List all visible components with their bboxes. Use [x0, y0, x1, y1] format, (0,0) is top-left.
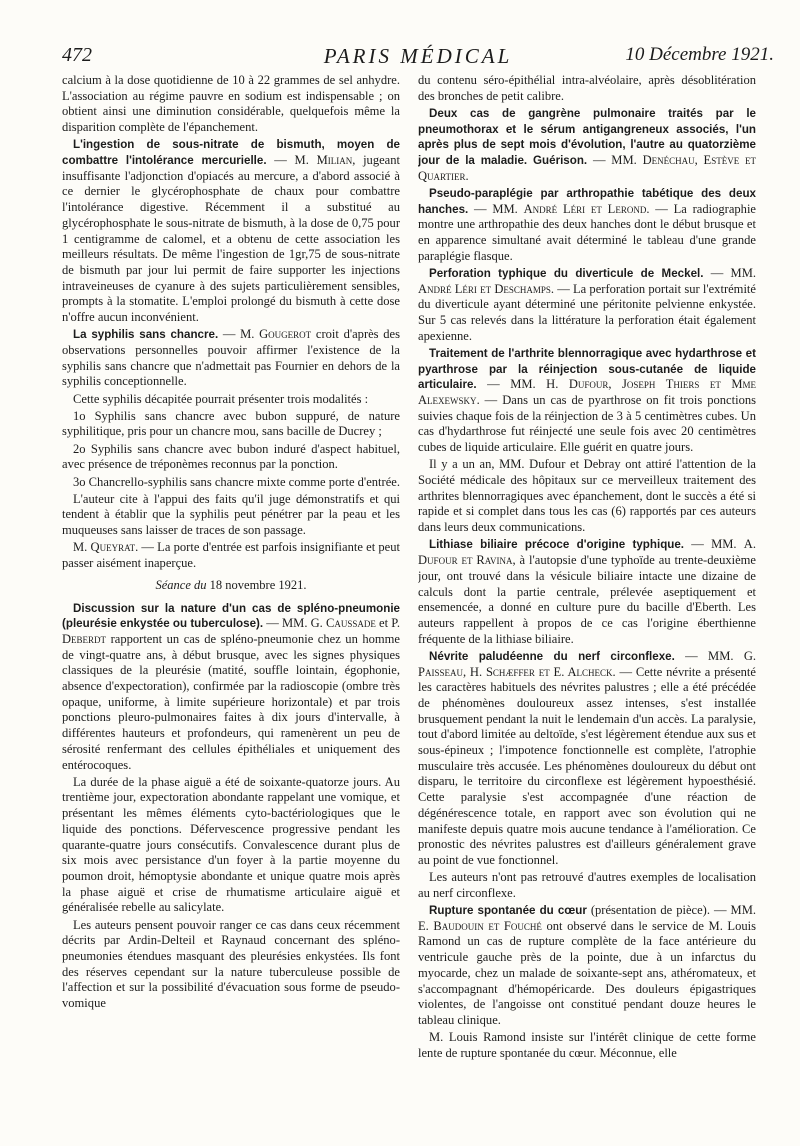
abstract-text: . — La porte d'entrée est parfois insignifiante et peut passer aisément inaperçue. [62, 540, 400, 571]
paragraph: La durée de la phase aiguë a été de soixante-quatorze jours. Au trentième jour, expectoration abondante rappelant une vomique, et présentant les mêmes éléments cyto-bactériologiques que le liquide des ponctions. Défervescence progressive pendant les quarante-quatre jours consécutifs. Convalescence durant plus de six mois avec persistance d'un foyer à la partie moyenne du poumon droit, hémoptysie abondante et unique quatre mois après la phase aiguë et crise de rhumatisme articulaire aiguë et généralisée rebelle au salicylate. [62, 774, 400, 915]
paragraph: L'auteur cite à l'appui des faits qu'il juge démonstratifs et qui tendent à établir que la syphilis peut pénétrer par la peau et les muqueuses sans laisser de traces de son passage. [62, 491, 400, 538]
abstract-title: La syphilis sans chancre. [73, 328, 219, 342]
author-name: Milian [316, 153, 353, 168]
abstract-lithiase: Lithiase biliaire précoce d'origine typhique. — MM. A. Dufour et Ravina, à l'autopsie d'une typhoïde au trente-deuxième jour, ont trouvé dans la vésicule biliaire intacte une dizaine de calculs dont la partie centrale, prélevée aseptiquement et ensemencée, a donné en culture pure du bacille d'Eberth. Les auteurs rappellent à propos de ce cas l'origine éberthienne fréquente de la lithiase biliaire. [418, 537, 756, 646]
abstract-text: croit d'après des observations personnelles pouvoir affirmer l'existence de la syphilis sans chancre que n'admettait pas Fournier en dehors de la syphilis conceptionnelle. [62, 327, 400, 389]
abstract-rupture-coeur: Rupture spontanée du cœur (présentation de pièce). — MM. E. Baudouin et Fouché ont observé dans le service de M. Louis Ramond un cas de rupture complète de la face antérieure du ventricule gauche près de la pointe, due à un infarctus du myocarde, chez un malade de soixante-sept ans, athéromateux, et s'accompagnant d'hémopéricarde. Des douleurs épigastriques violentes, de l'angoisse ont constitué pendant douze heures le tableau clinique. [418, 903, 756, 1027]
list-item: 2o Syphilis sans chancre avec bubon induré d'aspect habituel, avec présence de tréponèmes reconnus par la ponction. [62, 441, 400, 472]
author-name: P. Deberdt [62, 616, 400, 646]
abstract-text: , jugeant insuffisante l'adjonction d'opiacés au mercure, a d'abord associé à ce dernier le glycérophosphate de chaux pour combattre l'intolérance digestive. Récemment il a substitué au glycérophosphate le sous-nitrate de bismuth, à la dose de 0,75 pour 1 centigramme de calomel, et a obtenu de cette association les meilleurs résultats. De même l'ingestion de 1gr,75 de sous-nitrate de bismuth par jour lui permit de faire supporter les injections intraveineuses de cyanure à des sujets particulièrement sensibles, prompts à la stomatite. L'emploi prolongé du bismuth à cette dose n'offre aucun inconvénient. [62, 153, 400, 325]
abstract-title: Lithiase biliaire précoce d'origine typhique. [429, 538, 685, 552]
paragraph: Il y a un an, MM. Dufour et Debray ont attiré l'attention de la Société médicale des hôpitaux sur ce merveilleux traitement des arthrites blennorragiques avec épanchement, dont le succès a été si rapide et si complet dans tous les cas (6) rapportés par ces auteurs dans leurs deux communications. [418, 457, 756, 535]
page-number: 472 [62, 44, 92, 66]
abstract-meckel: Perforation typhique du diverticule de Meckel. — MM. André Léri et Deschamps. — La perforation portait sur l'extrémité du diverticule ayant déterminé une péritonite pelvienne enkystée. Sur 5 cas relevés dans la littérature la perforation était également apexienne. [418, 265, 756, 343]
abstract-paraplegie: Pseudo-paraplégie par arthropathie tabétique des deux hanches. — MM. André Léri et Lerond. — La radiographie montre une arthropathie des deux hanches dont le début brusque et en apparence simultané avait déterminé le tableau d'une grande paraplégie flasque. [418, 186, 756, 263]
author-name: André Léri et Lerond [523, 201, 647, 216]
author-name: Queyrat [90, 540, 136, 555]
abstract-nevrite: Névrite paludéenne du nerf circonflexe. — MM. G. Paisseau, H. Schæffer et E. Alcheck. — Cette névrite a présenté les caractères habituels des névrites palustres ; elle a été précédée de phénomènes douloureux assez intenses, s'est installée brusquement pendant la nuit le lendemain d'un accès. La paralysie, tout d'abord limitée au deltoïde, s'est légèrement étendue aux sus et sous-épineux ; l'impotence fonctionnelle est complète, l'atrophie musculaire très accusée. Les phénomènes douloureux du début ont disparu, le territoire du circonflexe est légèrement hypoesthésié. Cette paralysie s'est accompagnée d'une réaction de dégénérescence totale, en rapport avec son évolution qui ne manifeste depuis quatre mois aucune tendance à l'amélioration. Ce pronostic des névrites palustres est d'ailleurs généralement grave au point de vue fonctionnel. [418, 648, 756, 867]
abstract-title: Perforation typhique du diverticule de Meckel. [429, 266, 704, 280]
abstract-queyrat: M. Queyrat. — La porte d'entrée est parfois insignifiante et peut passer aisément inaperçue. [62, 540, 400, 571]
paragraph: Cette syphilis décapitée pourrait présenter trois modalités : [73, 391, 369, 406]
abstract-title: L'ingestion de sous-nitrate de bismuth, moyen de combattre l'intolérance mercurielle. [62, 138, 400, 168]
abstract-title: Traitement de l'arthrite blennorragique avec hydarthrose et pyarthrose par la réinjection sous-cutanée de liquide articulaire. [418, 346, 756, 392]
abstract-text: . — La perforation portait sur l'extrémité du diverticule ayant déterminé une péritonite pelvienne enkystée. Sur 5 cas relevés dans la littérature la perforation était également apexienne. [418, 281, 756, 343]
session-heading: Séance du 18 novembre 1921. [155, 577, 307, 592]
page-header [62, 44, 774, 72]
author-name: Gougerot [259, 327, 312, 342]
author-name: G. Paisseau, H. Schæffer et E. Alcheck [418, 648, 756, 679]
abstract-spleno-pneumonie: Discussion sur la nature d'un cas de spléno-pneumonie (pleurésie enkystée ou tuberculose). — MM. G. Caussade et P. Deberdt rapportent un cas de spléno-pneumonie chez un homme de vingt-quatre ans, à début brusque, avec les signes physiques classiques de la pleurésie (matité, souffle lointain, égophonie, absence d'expectoration), confirmée par la radioscopie (ombre très opaque, uniforme, à limite supérieure horizontale) et par trois ponctions pleuro-pulmonaires faites à dix jours d'intervalle, à différentes hauteurs et profondeurs, qui ramenèrent un peu de sérosité renfermant des cellules épithéliales et uniquement des entérocoques. [62, 601, 400, 772]
abstract-text: ont observé dans le service de M. Louis Ramond un cas de rupture complète de la face antérieure du ventricule gauche près de la pointe, due à un infarctus du myocarde, chez un malade de soixante-sept ans, athéromateux, et s'accompagnant d'hémopéricarde. Des douleurs épigastriques violentes, de l'angoisse ont constitué pendant douze heures le tableau clinique. [418, 918, 756, 1027]
abstract-text: . — Dans un cas de pyarthrose on fit trois ponctions suivies chaque fois de la réinjection de 3 à 5 centimètres cubes. Un cas d'hydarthrose fut réinjecté une seule fois avec 20 centimètres cubes de liquide articulaire. Elle guérit en quatre jours. [418, 393, 756, 455]
abstract-title: Névrite paludéenne du nerf circonflexe. [429, 649, 675, 663]
abstract-text: , à l'autopsie d'une typhoïde au trente-deuxième jour, ont trouvé dans la vésicule biliaire intacte une dizaine de calculs dont la partie centrale, prélevée aseptiquement et ensemencée, a donné en culture pure du bacille d'Eberth. Les auteurs rappellent à propos de ce cas l'origine éberthienne fréquente de la lithiase biliaire. [418, 553, 756, 646]
paragraph: Les auteurs pensent pouvoir ranger ce cas dans ceux récemment décrits par Ardin-Delteil et Raynaud concernant des spléno-pneumonies étendues masquant des pleurésies enkystées. Ils font des réserves cependant sur la nature tuberculeuse possible de l'affection et sur la possibilité d'évacuation sous forme de pseudo-vomique [62, 917, 400, 1011]
journal-title: PARIS MÉDICAL [323, 44, 513, 68]
abstract-text: rapportent un cas de spléno-pneumonie chez un homme de vingt-quatre ans, à début brusque, avec les signes physiques classiques de la pleurésie (matité, souffle lointain, égophonie, absence d'expectoration), confirmée par la radioscopie (ombre très opaque, uniforme, à limite supérieure horizontale) et par trois ponctions pleuro-pulmonaires faites à dix jours d'intervalle, à différentes hauteurs et profondeurs, qui ramenèrent un peu de sérosité renfermant des cellules épithéliales et uniquement des entérocoques. [62, 631, 400, 772]
abstract-arthrite: Traitement de l'arthrite blennorragique avec hydarthrose et pyarthrose par la réinjection sous-cutanée de liquide articulaire. — MM. H. Dufour, Joseph Thiers et Mme Alexewsky. — Dans un cas de pyarthrose on fit trois ponctions suivies chaque fois de la réinjection de 3 à 5 centimètres cubes. Un cas d'hydarthrose fut réinjecté une seule fois avec 20 centimètres cubes de liquide articulaire. Elle guérit en quatre jours. [418, 346, 756, 455]
paragraph: calcium à la dose quotidienne de 10 à 22 grammes de sel anhydre. L'association au régime pauvre en sodium est indispensable ; on obtient ainsi une diminution considérable, quelquefois même la disparition complète de l'épanchement. [62, 73, 400, 135]
paragraph: Les auteurs n'ont pas retrouvé d'autres exemples de localisation au nerf circonflexe. [418, 870, 756, 900]
abstract-title: Pseudo-paraplégie par arthropathie tabétique des deux hanches. [418, 186, 756, 216]
author-name: E. Baudouin et Fouché [418, 918, 542, 933]
list-item: 3o Chancrello-syphilis sans chancre mixte comme porte d'entrée. [73, 474, 400, 489]
abstract-text: . — La radiographie montre une arthropathie des deux hanches dont le début brusque et en apparence simultané avait déterminé le tableau d'une grande paraplégie flasque. [418, 201, 756, 263]
author-name: H. Dufour, Joseph Thiers et Mme Alexewsky [418, 377, 756, 408]
right-column [418, 73, 756, 1133]
author-name: G. Caussade [310, 616, 376, 631]
paragraph: du contenu séro-épithélial intra-alvéolaire, après désoblitération des bronches de petit calibre. [418, 73, 756, 103]
issue-date: 10 Décembre 1921. [625, 44, 774, 65]
list-item: 1o Syphilis sans chancre avec bubon suppuré, de nature syphilitique, pris pour un chancre mou, sans bacille de Ducrey ; [62, 408, 400, 439]
abstract-bismuth: L'ingestion de sous-nitrate de bismuth, moyen de combattre l'intolérance mercurielle. — M. Milian, jugeant insuffisante l'adjonction d'opiacés au mercure, a d'abord associé à ce dernier le glycérophosphate de chaux pour combattre l'intolérance digestive. Récemment il a substitué au glycérophosphate le sous-nitrate de bismuth, à la dose de 0,75 pour 1 centigramme de calomel, et a obtenu de cette association les meilleurs résultats. De même l'ingestion de 1gr,75 de sous-nitrate de bismuth par jour lui permit de faire supporter les injections intraveineuses de cyanure à des sujets particulièrement sensibles, prompts à la stomatite. L'emploi prolongé du bismuth à cette dose n'offre aucun inconvénient. [62, 138, 400, 325]
abstract-title: Discussion sur la nature d'un cas de spléno-pneumonie (pleurésie enkystée ou tuberculose). [62, 601, 400, 631]
abstract-syphilis: La syphilis sans chancre. — M. Gougerot croit d'après des observations personnelles pouvoir affirmer l'existence de la syphilis sans chancre que n'admettait pas Fournier en dehors de la syphilis conceptionnelle. [62, 327, 400, 389]
author-name: André Léri et Deschamps [418, 281, 551, 296]
paragraph: M. Louis Ramond insiste sur l'intérêt clinique de cette forme lente de rupture spontanée du cœur. Méconnue, elle [418, 1030, 756, 1060]
abstract-text: . — Cette névrite a présenté les caractères habituels des névrites palustres ; elle a été précédée de phénomènes douloureux assez intenses, s'est installée brusquement pendant la nuit le lendemain d'un accès. La paralysie, tout d'abord limitée au deltoïde, s'est légèrement étendue aux sus et sous-épineux ; l'impotence fonctionnelle est complète, l'atrophie musculaire très accusée. Les phénomènes douloureux du début ont disparu, le territoire du circonflexe est légèrement hypoesthésié. Cette paralysie s'est accompagnée d'une réaction de dégénérescence totale, en rapport avec son évolution qui ne manifeste depuis quatre mois aucune tendance à l'amélioration. Ce pronostic des névrites palustres est d'ailleurs généralement grave au point de vue fonctionnel. [418, 664, 756, 867]
abstract-title: Deux cas de gangrène pulmonaire traités par le pneumothorax et le sérum antigangreneux associés, l'un après plus de sept mois d'évolution, l'autre au quatorzième jour de la maladie. Guérison. [418, 106, 756, 168]
author-name: Denéchau, Estève et Quartier [418, 153, 756, 183]
left-column [62, 73, 400, 1133]
author-name: A. Dufour et Ravina [418, 537, 756, 568]
abstract-gangrene: Deux cas de gangrène pulmonaire traités par le pneumothorax et le sérum antigangreneux associés, l'un après plus de sept mois d'évolution, l'autre au quatorzième jour de la maladie. Guérison. — MM. Denéchau, Estève et Quartier. [418, 106, 756, 183]
abstract-title: Rupture spontanée du cœur [429, 904, 587, 918]
